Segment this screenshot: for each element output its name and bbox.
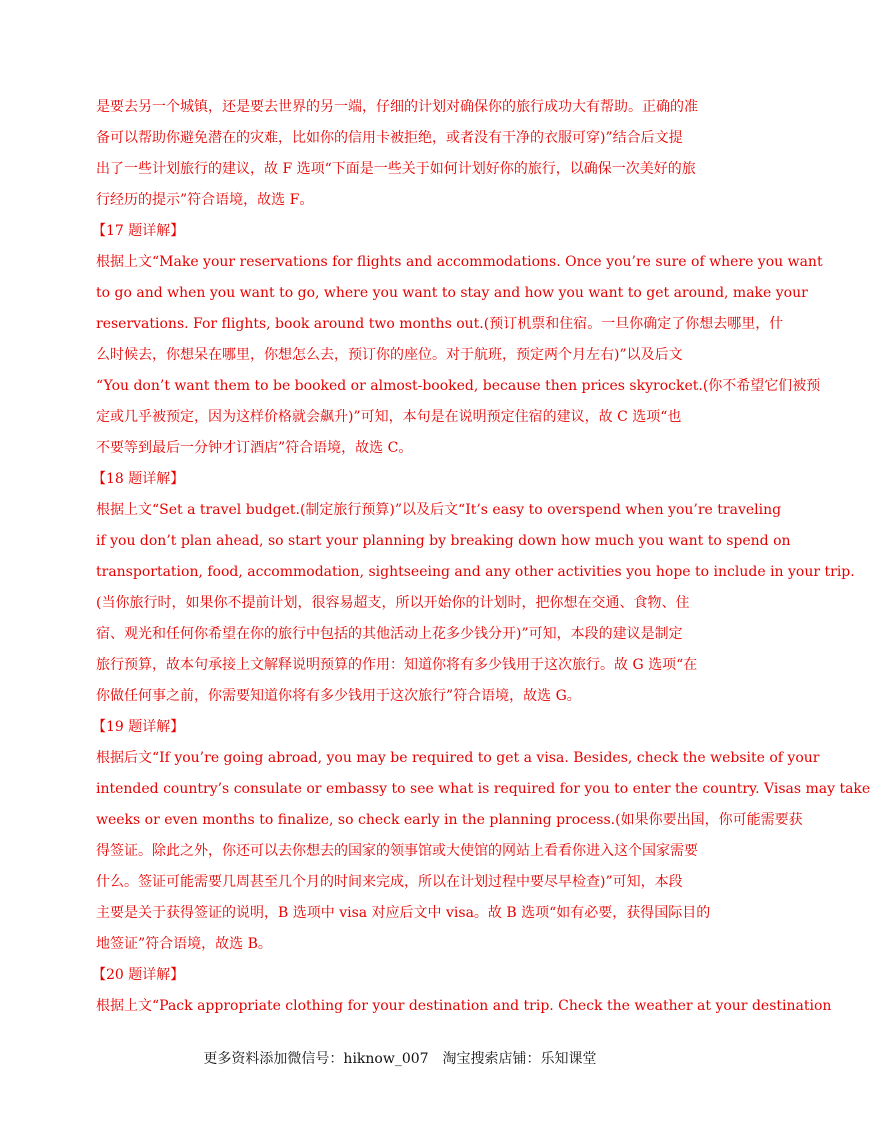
text-line: (当你旅行时，如果你不提前计划，很容易超支，所以开始你的计划时，把你想在交通、食物、住 — [96, 595, 690, 611]
text-line: 什么。签证可能需要几周甚至几个月的时间来完成，所以在计划过程中要尽早检查)”可知，本段 — [96, 874, 683, 890]
text-line: 备可以帮助你避免潜在的灾难，比如你的信用卡被拒绝，或者没有干净的衣服可穿)”结合后文提 — [96, 130, 683, 146]
text-line: if you don’t plan ahead, so start your planning by breaking down how much you want to spend on — [96, 533, 791, 549]
text-line: 地签证”符合语境，故选 B。 — [96, 936, 272, 952]
text-line: weeks or even months to finalize, so check early in the planning process.(如果你要出国，你可能需要获 — [96, 812, 803, 828]
text-line: 么时候去，你想呆在哪里，你想怎么去，预订你的座位。对于航班，预定两个月左右)”以及后文 — [96, 347, 683, 363]
document-body — [92, 92, 870, 1022]
text-line: to go and when you want to go, where you want to stay and how you want to get around, make your — [96, 285, 808, 301]
section-heading-20: 【20 题详解】 — [92, 967, 185, 983]
section-heading-17: 【17 题详解】 — [92, 223, 185, 239]
text-line: “You don’t want them to be booked or almost-booked, because then prices skyrocket.(你不希望它们被预 — [96, 378, 821, 394]
text-line: 根据上文“Make your reservations for flights and accommodations. Once you’re sure of where you want — [96, 254, 823, 270]
text-line: 出了一些计划旅行的建议，故 F 选项“下面是一些关于如何计划好你的旅行，以确保一次美好的旅 — [96, 161, 696, 177]
text-line: 是要去另一个城镇，还是要去世界的另一端，仔细的计划对确保你的旅行成功大有帮助。正确的准 — [96, 99, 698, 115]
text-line: intended country’s consulate or embassy to see what is required for you to enter the country. Visas may take — [96, 781, 870, 797]
text-line: 旅行预算，故本句承接上文解释说明预算的作用：知道你将有多少钱用于这次旅行。故 G 选项“在 — [96, 657, 698, 673]
text-line: 定或几乎被预定，因为这样价格就会飙升)”可知，本句是在说明预定住宿的建议，故 C 选项“也 — [96, 409, 682, 425]
text-line: 根据上文“Pack appropriate clothing for your destination and trip. Check the weather at your destination — [96, 998, 832, 1014]
text-line: reservations. For flights, book around two months out.(预订机票和住宿。一旦你确定了你想去哪里，什 — [96, 316, 784, 332]
text-line: transportation, food, accommodation, sightseeing and any other activities you hope to include in your trip. — [96, 564, 855, 580]
text-line: 你做任何事之前，你需要知道你将有多少钱用于这次旅行”符合语境，故选 G。 — [96, 688, 581, 704]
text-line: 根据上文“Set a travel budget.(制定旅行预算)”以及后文“It’s easy to overspend when you’re traveling — [96, 502, 782, 518]
page-footer: 更多资料添加微信号：hiknow_007 淘宝搜索店铺：乐知课堂 — [203, 1051, 597, 1067]
text-line: 主要是关于获得签证的说明，B 选项中 visa 对应后文中 visa。故 B 选项“如有必要，获得国际目的 — [96, 905, 711, 921]
section-heading-19: 【19 题详解】 — [92, 719, 185, 735]
text-line: 得签证。除此之外，你还可以去你想去的国家的领事馆或大使馆的网站上看看你进入这个国家需要 — [96, 843, 698, 859]
text-line: 根据后文“If you’re going abroad, you may be required to get a visa. Besides, check the website of your — [96, 750, 820, 766]
section-heading-18: 【18 题详解】 — [92, 471, 185, 487]
text-line: 不要等到最后一分钟才订酒店”符合语境，故选 C。 — [96, 440, 413, 456]
text-line: 行经历的提示”符合语境，故选 F。 — [96, 192, 314, 208]
text-line: 宿、观光和任何你希望在你的旅行中包括的其他活动上花多少钱分开)”可知，本段的建议是制定 — [96, 626, 683, 642]
